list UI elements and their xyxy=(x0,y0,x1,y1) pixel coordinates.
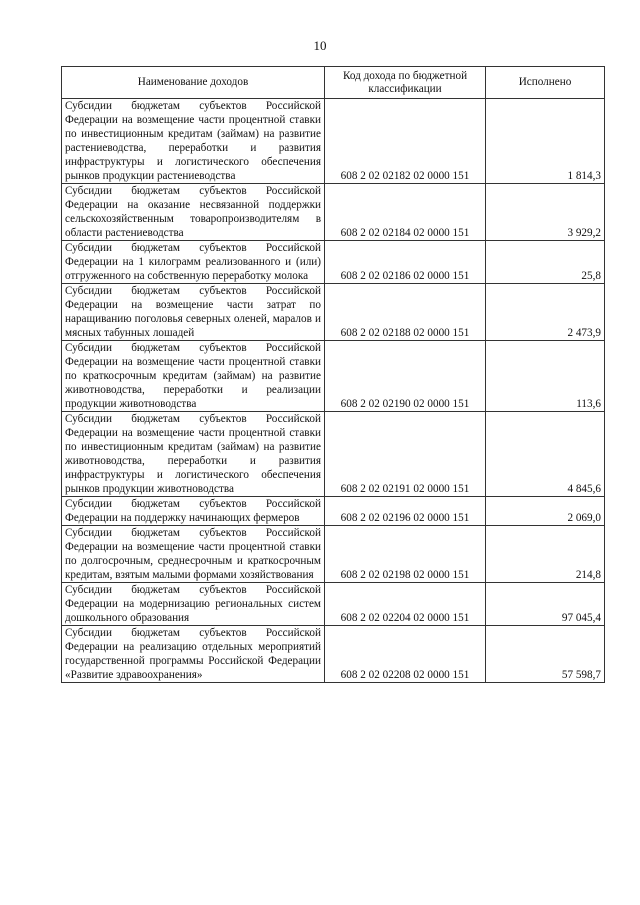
table-row xyxy=(62,184,605,241)
executed-amount-cell: 97 045,4 xyxy=(486,583,605,626)
table-row xyxy=(62,497,605,526)
executed-amount-cell: 113,6 xyxy=(486,341,605,412)
budget-code-cell: 608 2 02 02184 02 0000 151 xyxy=(325,184,486,241)
revenue-name-cell: Субсидии бюджетам субъектов Российской Федерации на возмещение части процентной ставки по краткосрочным кредитам (займам) на развитие животноводства, переработки и реализации продукции животноводства xyxy=(62,341,325,412)
budget-code-cell: 608 2 02 02188 02 0000 151 xyxy=(325,284,486,341)
executed-amount-cell: 4 845,6 xyxy=(486,412,605,497)
budget-code-cell: 608 2 02 02182 02 0000 151 xyxy=(325,99,486,184)
executed-amount-cell: 1 814,3 xyxy=(486,99,605,184)
budget-code-cell: 608 2 02 02198 02 0000 151 xyxy=(325,526,486,583)
table-row xyxy=(62,284,605,341)
table-row xyxy=(62,99,605,184)
executed-amount-cell: 2 069,0 xyxy=(486,497,605,526)
budget-code-cell: 608 2 02 02208 02 0000 151 xyxy=(325,626,486,683)
table-row xyxy=(62,412,605,497)
table-row xyxy=(62,526,605,583)
budget-code-cell: 608 2 02 02204 02 0000 151 xyxy=(325,583,486,626)
revenue-name-cell: Субсидии бюджетам субъектов Российской Федерации на возмещение части процентной ставки по инвестиционным кредитам (займам) на развитие растениеводства, переработки и развития инфраструктуры и логистического обеспечения рынков продукции растениеводства xyxy=(62,99,325,184)
revenue-name-cell: Субсидии бюджетам субъектов Российской Федерации на модернизацию региональных систем дошкольного образования xyxy=(62,583,325,626)
table-row xyxy=(62,341,605,412)
revenue-name-cell: Субсидии бюджетам субъектов Российской Федерации на оказание несвязанной поддержки сельскохозяйственным товаропроизводителям в области растениеводства xyxy=(62,184,325,241)
revenue-name-cell: Субсидии бюджетам субъектов Российской Федерации на возмещение части процентной ставки по долгосрочным, среднесрочным и краткосрочным кредитам, взятым малыми формами хозяйствования xyxy=(62,526,325,583)
budget-code-cell: 608 2 02 02191 02 0000 151 xyxy=(325,412,486,497)
revenue-name-cell: Субсидии бюджетам субъектов Российской Федерации на возмещение части процентной ставки по инвестиционным кредитам (займам) на развитие животноводства, переработки и развития инфраструктуры и логистического обеспечения рынков продукции животноводства xyxy=(62,412,325,497)
revenue-name-cell: Субсидии бюджетам субъектов Российской Федерации на возмещение части затрат по наращиванию поголовья северных оленей, маралов и мясных табунных лошадей xyxy=(62,284,325,341)
header-budget-code: Код дохода по бюджетной классификации xyxy=(325,67,486,99)
revenue-name-cell: Субсидии бюджетам субъектов Российской Федерации на поддержку начинающих фермеров xyxy=(62,497,325,526)
revenue-table xyxy=(61,66,605,683)
revenue-name-cell: Субсидии бюджетам субъектов Российской Федерации на 1 килограмм реализованного и (или) отгруженного на собственную переработку молока xyxy=(62,241,325,284)
page-number: 10 xyxy=(313,38,327,53)
executed-amount-cell: 57 598,7 xyxy=(486,626,605,683)
executed-amount-cell: 214,8 xyxy=(486,526,605,583)
header-revenue-name: Наименование доходов xyxy=(62,67,325,99)
budget-code-cell: 608 2 02 02190 02 0000 151 xyxy=(325,341,486,412)
revenue-name-cell: Субсидии бюджетам субъектов Российской Федерации на реализацию отдельных мероприятий государственной программы Российской Федерации «Развитие здравоохранения» xyxy=(62,626,325,683)
table-row xyxy=(62,241,605,284)
table-row xyxy=(62,583,605,626)
budget-code-cell: 608 2 02 02186 02 0000 151 xyxy=(325,241,486,284)
executed-amount-cell: 3 929,2 xyxy=(486,184,605,241)
executed-amount-cell: 2 473,9 xyxy=(486,284,605,341)
table-row xyxy=(62,626,605,683)
executed-amount-cell: 25,8 xyxy=(486,241,605,284)
header-executed: Исполнено xyxy=(486,67,605,99)
budget-code-cell: 608 2 02 02196 02 0000 151 xyxy=(325,497,486,526)
table-header-row xyxy=(62,67,605,99)
